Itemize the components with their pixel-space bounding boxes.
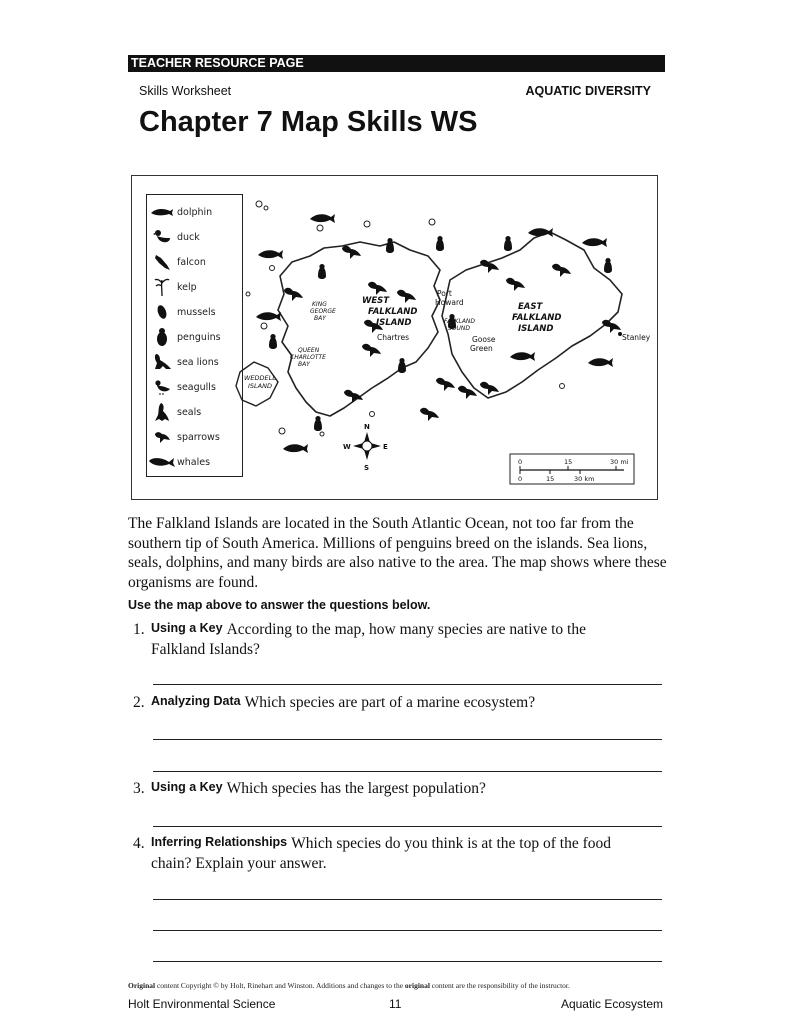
worksheet-topic: AQUATIC DIVERSITY <box>525 84 651 98</box>
label-port-howard: Port Howard <box>435 289 464 307</box>
key-item-seals: seals <box>147 401 201 423</box>
scale-bar <box>510 454 634 484</box>
key-item-dolphin: dolphin <box>147 201 212 223</box>
answer-line-2a[interactable] <box>153 739 662 740</box>
label-queen-charlotte-bay: QUEEN CHARLOTTE BAY <box>290 347 326 368</box>
answer-line-2b[interactable] <box>153 771 662 772</box>
answer-line-1[interactable] <box>153 684 662 685</box>
key-item-seagulls: seagulls <box>147 376 216 398</box>
question-4: 4. Inferring Relationships Which species do you think is at the top of the food chain? Explain your answer. <box>133 835 611 872</box>
label-stanley: Stanley <box>622 333 651 342</box>
key-item-duck: duck <box>147 226 200 248</box>
key-item-falcon: falcon <box>147 251 206 273</box>
answer-line-4c[interactable] <box>153 961 662 962</box>
falkland-map-figure <box>131 175 658 500</box>
label-king-george-bay: KING GEORGE BAY <box>310 301 336 322</box>
label-chartres: Chartres <box>377 333 410 342</box>
question-2: 2. Analyzing Data Which species are part of a marine ecosystem? <box>133 694 536 711</box>
skill-tag: Using a Key <box>151 780 223 794</box>
key-item-mussels: mussels <box>147 301 216 323</box>
falkland-islands-map <box>132 176 656 498</box>
key-item-sea-lions: sea lions <box>147 351 219 373</box>
page-title: Chapter 7 Map Skills WS <box>139 106 478 138</box>
footer-book-title: Holt Environmental Science <box>128 997 276 1011</box>
footer-page-number: 11 <box>389 997 402 1011</box>
svg-text:30 mi: 30 mi <box>610 458 629 466</box>
svg-text:15: 15 <box>564 458 573 466</box>
skill-tag: Analyzing Data <box>151 694 241 708</box>
answer-line-3[interactable] <box>153 826 662 827</box>
question-1: 1. Using a Key According to the map, how many species are native to the Falkland Islands? <box>133 621 586 658</box>
svg-text:0: 0 <box>518 475 523 483</box>
svg-text:30 km: 30 km <box>574 475 595 483</box>
copyright-notice: Original content Copyright © by Holt, Rinehart and Winston. Additions and changes to the original content are the responsibility of the instructor. <box>128 981 570 990</box>
key-item-whales: whales <box>147 451 210 473</box>
instructions: Use the map above to answer the questions below. <box>128 598 431 612</box>
west-falkland-island <box>278 242 440 416</box>
svg-text:W: W <box>343 443 351 451</box>
teacher-resource-banner: TEACHER RESOURCE PAGE <box>128 55 665 72</box>
label-west-falkland: WEST FALKLAND ISLAND <box>362 296 418 328</box>
key-item-kelp: kelp <box>147 276 197 298</box>
compass-rose <box>343 423 388 472</box>
label-falkland-sound: FALKLAND SOUND <box>444 318 476 332</box>
svg-text:E: E <box>383 443 388 451</box>
question-3: 3. Using a Key Which species has the largest population? <box>133 780 486 797</box>
answer-line-4a[interactable] <box>153 899 662 900</box>
skill-tag: Using a Key <box>151 621 223 635</box>
worksheet-type: Skills Worksheet <box>139 84 232 98</box>
map-organisms <box>256 214 621 453</box>
svg-text:0: 0 <box>518 458 523 466</box>
key-item-penguins: penguins <box>147 326 221 348</box>
intro-paragraph: The Falkland Islands are located in the South Atlantic Ocean, not too far from the southern tip of South America. Millions of penguins breed on the islands. Sea lions, seals, dolphins, and many birds are also native to the area. The map shows where these organisms are found. <box>128 515 667 591</box>
svg-text:N: N <box>364 423 370 431</box>
footer-chapter: Aquatic Ecosystem <box>560 997 663 1011</box>
skill-tag: Inferring Relationships <box>151 835 288 849</box>
answer-line-4b[interactable] <box>153 930 662 931</box>
key-item-sparrows: sparrows <box>147 426 220 448</box>
label-goose-green: Goose Green <box>470 335 496 353</box>
svg-text:15: 15 <box>546 475 555 483</box>
label-weddell-island: WEDDELL ISLAND <box>244 374 276 390</box>
label-east-falkland: EAST FALKLAND ISLAND <box>512 302 562 334</box>
svg-text:S: S <box>364 464 370 472</box>
